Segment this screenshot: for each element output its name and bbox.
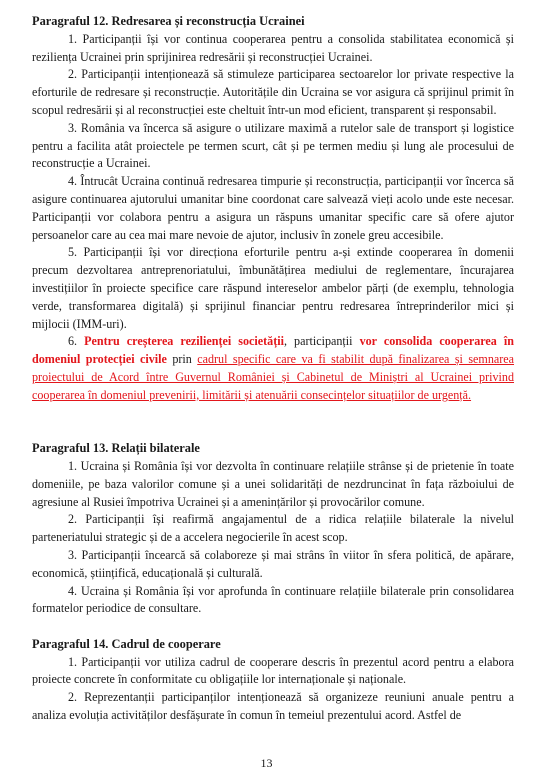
section-13-paragraph-4: 4. Ucraina și România își vor aprofunda în continuare relațiile bilaterale prin consolidarea formatelor periodice de consultare. [32, 583, 514, 616]
section-13-paragraph-3: 3. Participanții încearcă să colaboreze și mai strâns în viitor în sfera politică, de apărare, economică, științifică, educațională și culturală. [32, 547, 514, 580]
section-12-paragraph-6 [32, 333, 514, 404]
section-12-paragraph-3: 3. România va încerca să asigure o utilizare maximă a rutelor sale de transport și logistice pentru a facilita atât proiectele pe termen scurt, cât și pe termen mediu și lung ale procesului de reconstrucție a Ucrainei. [32, 120, 514, 171]
section-12-heading: Paragraful 12. Redresarea și reconstrucția Ucrainei [32, 14, 305, 28]
section-14-paragraph-1: 1. Participanții vor utiliza cadrul de cooperare descris în prezentul acord pentru a elabora proiecte concrete în conformitate cu obligațiile lor internaționale și naționale. [32, 654, 514, 687]
section-13-paragraph-2: 2. Participanții își reafirmă angajamentul de a ridica relațiile bilaterale la nivelul parteneriatului strategic și de a accelera negocierile în acest scop. [32, 512, 514, 545]
paragraph-6-underlined: cadrul specific care va fi stabilit după finalizarea și semnarea proiectului de Acord între Guvernul României și Cabinetul de Miniștri al Ucrainei privind cooperarea în domeniul prevenirii, limitării și atenuării consecințelor situațiilor de urgență. [32, 352, 515, 402]
section-spacer [32, 422, 514, 440]
paragraph-6-text-1: , participanții [283, 334, 360, 349]
section-13-heading: Paragraful 13. Relații bilaterale [32, 441, 200, 456]
paragraph-6-highlight-2: vor consolida cooperarea în domeniul protecției civile [32, 334, 514, 367]
section-spacer [32, 618, 514, 636]
section-12-paragraph-5: 5. Participanții își vor direcționa eforturile pentru a-și extinde cooperarea în domenii precum dezvoltarea antreprenoriatului, îmbunătățirea mediului de reglementare, încurajarea investițiilor în proiecte specifice care răspund intereselor ambelor părți (de exemplu, tehnologia verde, transformarea digitală) și sprijinul financiar pentru redresarea întreprinderilor mici și mijlocii (IMM-uri). [32, 245, 514, 331]
document-body [32, 13, 514, 725]
paragraph-6-highlight-1: Pentru creșterea rezilienței societății [84, 334, 284, 349]
section-12-paragraph-1: 1. Participanții își vor continua cooperarea pentru a consolida stabilitatea economică și reziliența Ucrainei prin sprijinirea redresării și reconstrucției Ucrainei. [32, 31, 514, 64]
section-14-heading: Paragraful 14. Cadrul de cooperare [32, 636, 221, 651]
section-spacer [32, 405, 514, 423]
paragraph-6-number: 6. [68, 334, 85, 349]
section-14-paragraph-2: 2. Reprezentanții participanților intenționează să organizeze reuniuni anuale pentru a analiza evoluția activităților desfășurate în comun în temeiul prezentului acord. Astfel de [32, 690, 514, 723]
section-12 [32, 13, 514, 405]
page-number: 13 [260, 756, 273, 770]
section-12-paragraph-4: 4. Întrucât Ucraina continuă redresarea timpurie și reconstrucția, participanții vor încerca să asigure continuarea ajutorului umanitar bine coordonat care salvează vieți acolo unde este necesar. Participanții vor colabora pentru a asigura un răspuns umanitar specific care să ofere ajutor persoanelor care au cea mai mare nevoie de ajutor, inclusiv în zonele greu accesibile. [32, 174, 514, 242]
section-14 [32, 636, 514, 725]
paragraph-6-text-2: prin [166, 352, 198, 367]
section-12-paragraph-2: 2. Participanții intenționează să stimuleze participarea sectoarelor lor private respective la eforturile de redresare și reconstrucție. Autoritățile din Ucraina se vor asigura că sprijinul primit în scopul redresării și al reconstrucției este cheltuit într-un mod eficient, transparent și responsabil. [32, 67, 514, 117]
section-13 [32, 440, 514, 618]
section-13-paragraph-1: 1. Ucraina și România își vor dezvolta în continuare relațiile strânse și de prietenie în toate domeniile, pe baza valorilor comune și a unei solidarități de nezdruncinat în fața războiului de agresiune al Rusiei împotriva Ucrainei și a amenințărilor și provocărilor comune. [32, 458, 514, 509]
